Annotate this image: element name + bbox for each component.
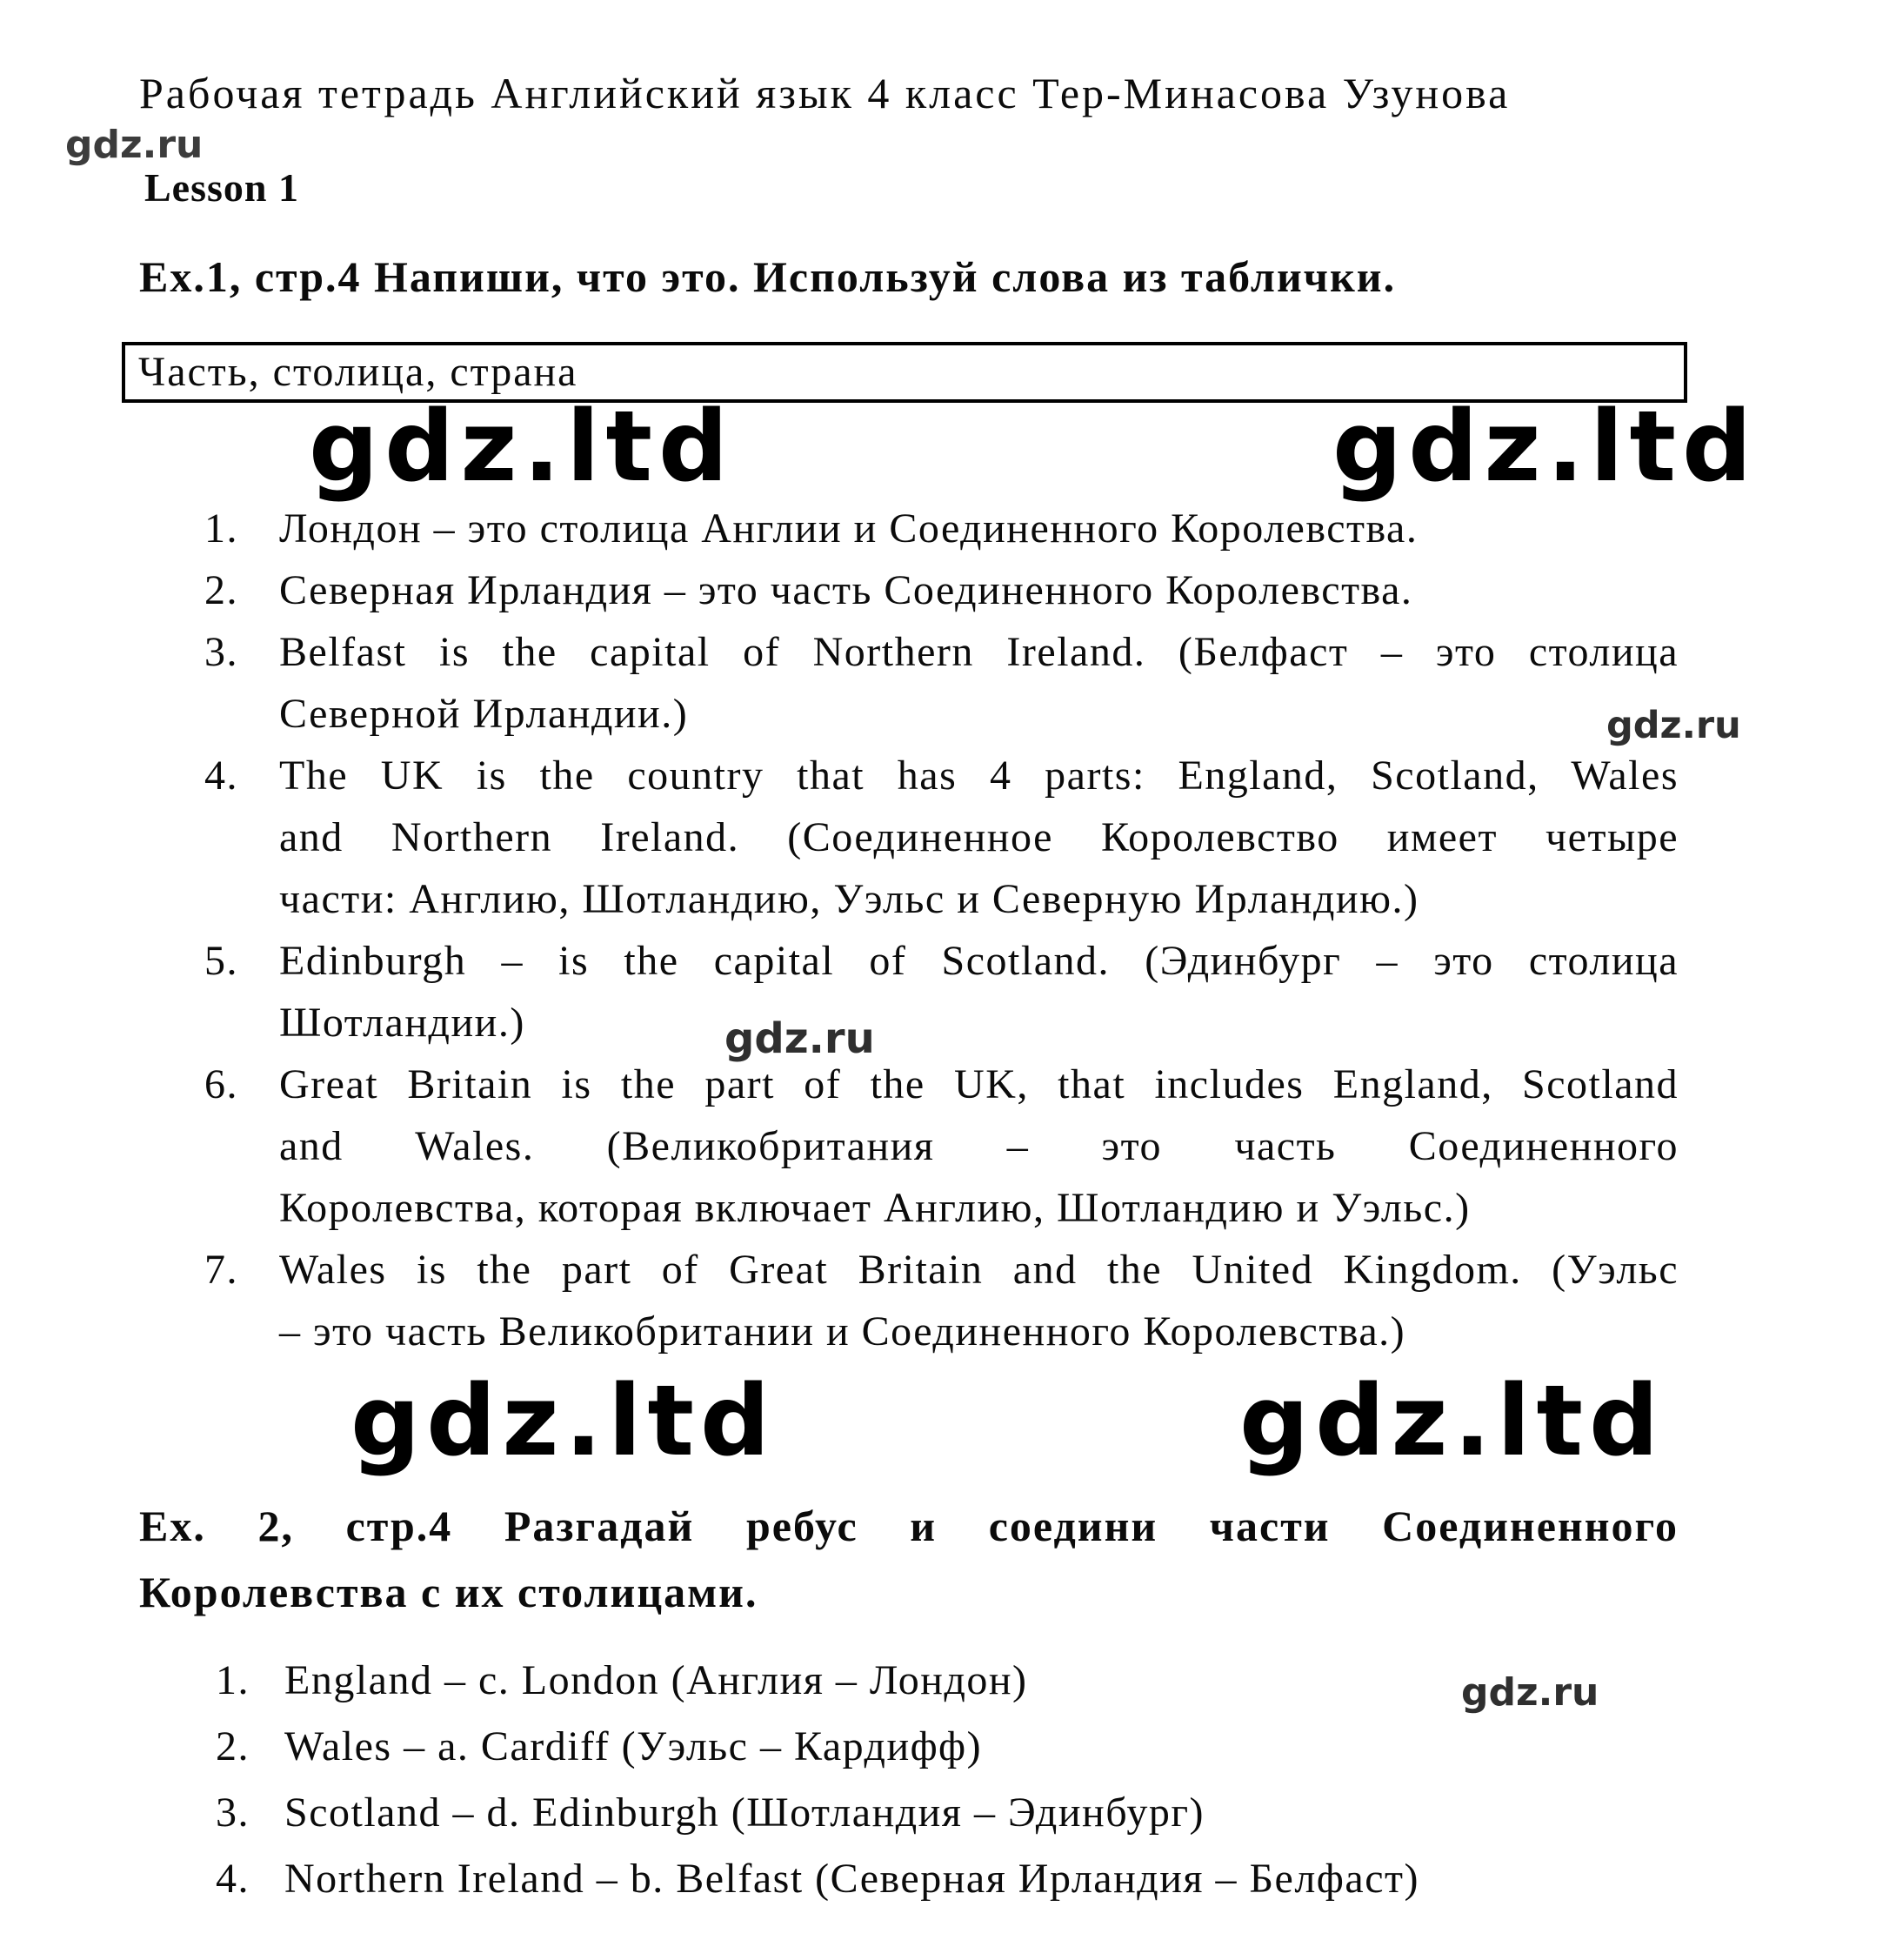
item-number: 4. (216, 1856, 250, 1902)
item-line: Edinburgh – is the capital of Scotland. (Эдинбург – это столица (279, 938, 1679, 984)
exercise2-heading-line: Королевства с их столицами. (139, 1568, 758, 1616)
item-line: Северной Ирландии.) (279, 691, 689, 737)
item-line: and Wales. (Великобритания – это часть Соединенного (279, 1123, 1679, 1169)
list-item (204, 745, 1679, 930)
list-item (204, 930, 1679, 1054)
item-number: 6. (204, 1061, 238, 1107)
item-line: Wales is the part of Great Britain and the United Kingdom. (Уэльс (279, 1247, 1679, 1293)
item-line: Belfast is the capital of Northern Ireland. (Белфаст – это столица (279, 629, 1679, 675)
item-line: and Northern Ireland. (Соединенное Королевство имеет четыре (279, 814, 1679, 860)
item-line: Scotland – d. Edinburgh (Шотландия – Эдинбург) (284, 1789, 1205, 1836)
item-number: 2. (204, 567, 238, 613)
item-number: 3. (204, 629, 238, 675)
list-item (204, 621, 1679, 745)
exercise2-heading-line: Ex. 2, стр.4 Разгадай ребус и соедини части Соединенного (139, 1502, 1679, 1550)
list-item (204, 498, 1679, 559)
item-number: 5. (204, 938, 238, 984)
gdz-ru-watermark: gdz.ru (1606, 704, 1741, 747)
exercise2-heading (139, 1493, 1679, 1625)
gdz-ltd-watermark: gdz.ltd (1332, 391, 1759, 504)
item-number: 7. (204, 1247, 238, 1293)
item-line: Wales – a. Cardiff (Уэльс – Кардифф) (284, 1723, 983, 1769)
page-title: Рабочая тетрадь Английский язык 4 класс Тер-Минасова Узунова (139, 69, 1511, 117)
item-line: Шотландии.) (279, 1000, 525, 1046)
item-line: Лондон – это столица Англии и Соединенного Королевства. (279, 505, 1419, 552)
item-line: England – c. London (Англия – Лондон) (284, 1657, 1028, 1703)
item-number: 4. (204, 753, 238, 799)
item-line: – это часть Великобритании и Соединенного Королевства.) (279, 1308, 1406, 1355)
item-number: 1. (216, 1657, 250, 1703)
item-line: The UK is the country that has 4 parts: England, Scotland, Wales (279, 753, 1679, 799)
word-box-text: Часть, столица, страна (138, 349, 578, 395)
gdz-ltd-watermark: gdz.ltd (350, 1365, 777, 1478)
list-item (204, 1239, 1679, 1362)
list-item (216, 1714, 1679, 1780)
exercise1-heading: Ex.1, стр.4 Напиши, что это. Используй слова из таблички. (139, 252, 1397, 301)
list-item (216, 1648, 1679, 1714)
item-number: 1. (204, 505, 238, 552)
exercise2-answer-list (216, 1648, 1679, 1912)
item-number: 3. (216, 1789, 250, 1836)
gdz-ru-watermark: gdz.ru (724, 1014, 875, 1063)
list-item (204, 559, 1679, 621)
exercise1-answer-list (204, 498, 1679, 1362)
item-line: части: Англию, Шотландию, Уэльс и Северную Ирландию.) (279, 876, 1419, 922)
gdz-ru-watermark: gdz.ru (1461, 1670, 1599, 1715)
gdz-ru-logo: gdz.ru (65, 123, 204, 167)
list-item (216, 1846, 1679, 1912)
list-item (216, 1780, 1679, 1846)
item-number: 2. (216, 1723, 250, 1769)
item-line: Королевства, которая включает Англию, Шотландию и Уэльс.) (279, 1185, 1471, 1231)
gdz-ltd-watermark: gdz.ltd (1239, 1365, 1666, 1478)
item-line: Great Britain is the part of the UK, that includes England, Scotland (279, 1061, 1679, 1107)
list-item (204, 1054, 1679, 1239)
item-line: Northern Ireland – b. Belfast (Северная Ирландия – Белфаст) (284, 1856, 1419, 1902)
lesson-title: Lesson 1 (144, 165, 299, 210)
gdz-ltd-watermark: gdz.ltd (309, 391, 735, 504)
item-line: Северная Ирландия – это часть Соединенного Королевства. (279, 567, 1413, 613)
